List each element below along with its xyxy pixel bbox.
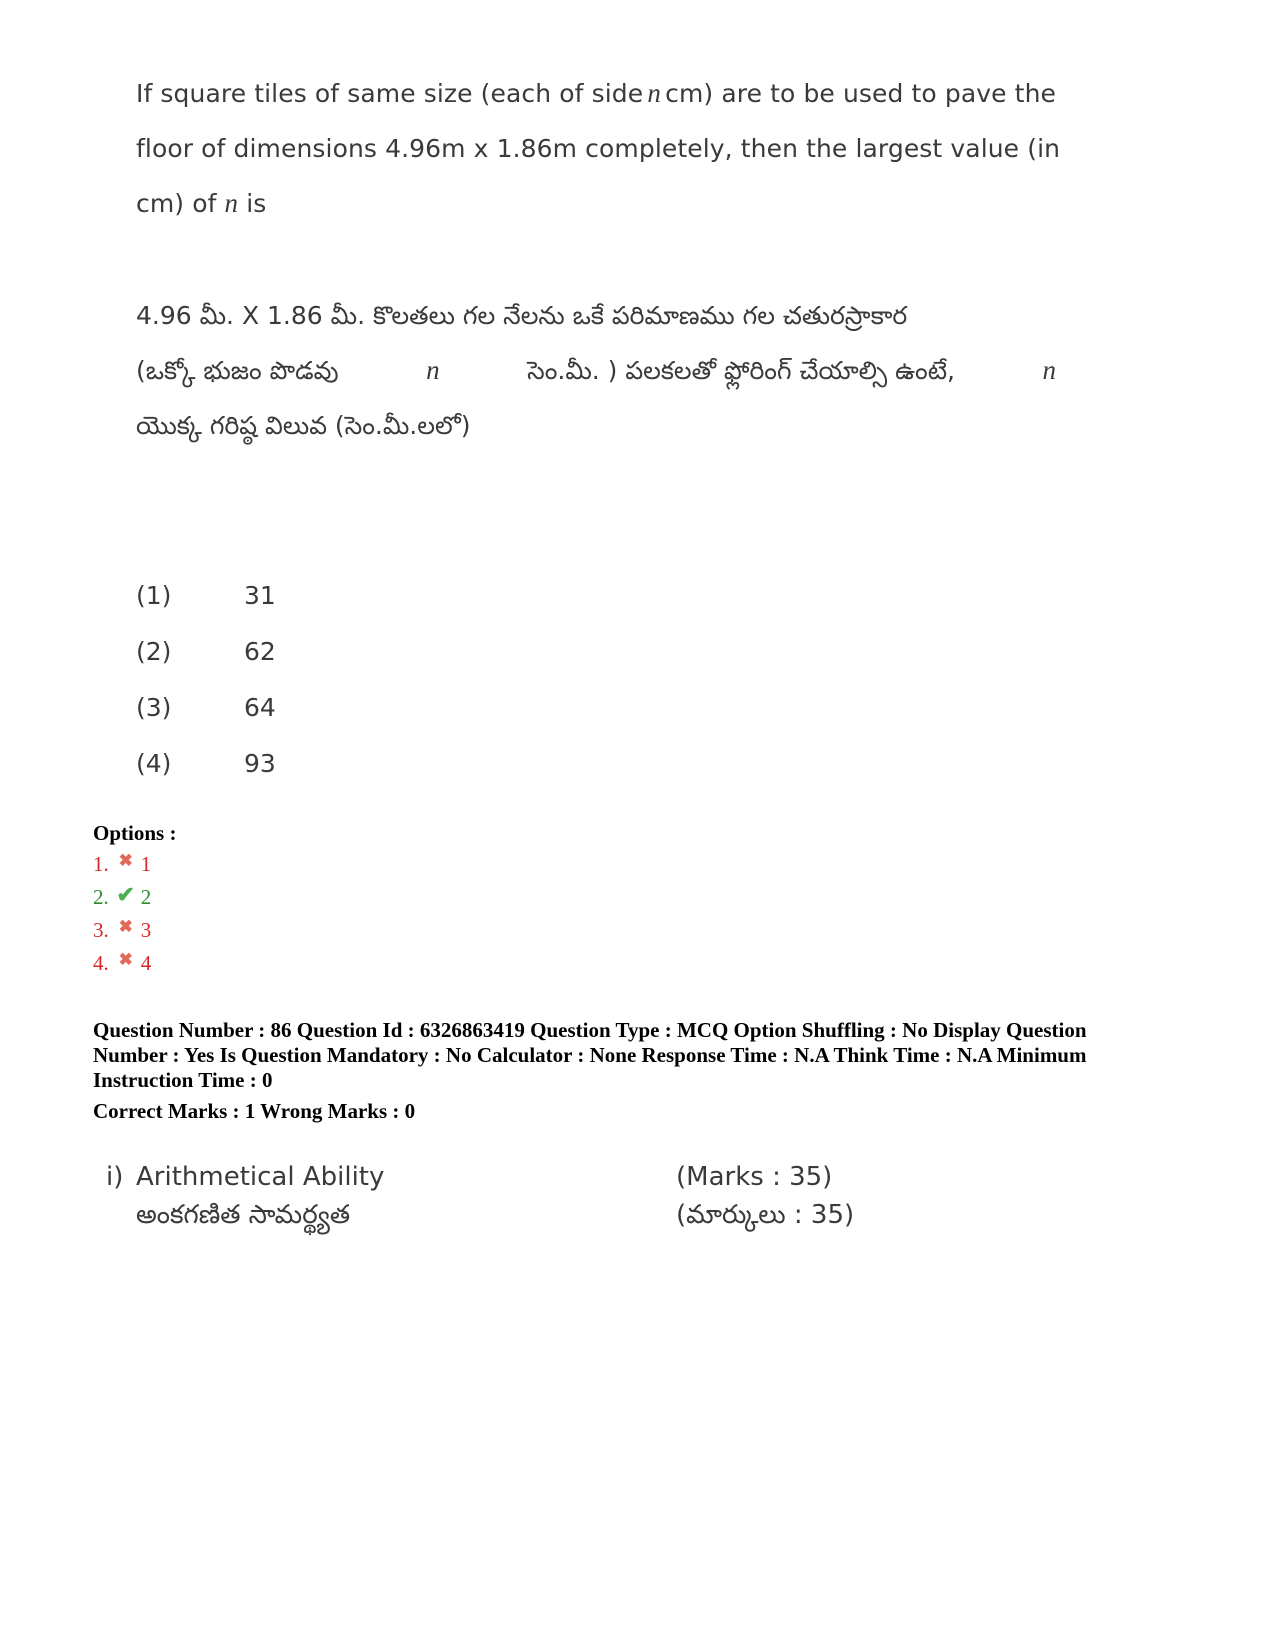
choice-number: (3) bbox=[136, 693, 172, 722]
section-roman: i) bbox=[106, 1162, 124, 1192]
choice-row bbox=[136, 624, 276, 680]
telugu-text: సెం.మీ. ) పలకలతో ఫ్లోరింగ్ చేయాల్సి ఉంటే, bbox=[527, 356, 955, 385]
telugu-line-1: 4.96 మీ. X 1.86 మీ. కొలతలు గల నేలను ఒకే పరిమాణము గల చతురస్రాకార bbox=[136, 301, 908, 330]
section-row-english bbox=[106, 1158, 906, 1196]
question-telugu bbox=[136, 288, 1056, 453]
section-heading bbox=[106, 1158, 906, 1234]
marks-line: Correct Marks : 1 Wrong Marks : 0 bbox=[93, 1099, 416, 1123]
variable-n: n bbox=[426, 355, 440, 385]
option-item bbox=[93, 947, 176, 980]
option-index: 2. bbox=[93, 885, 109, 909]
option-index: 4. bbox=[93, 951, 109, 975]
option-value: 1 bbox=[140, 852, 152, 876]
variable-n: n bbox=[224, 188, 239, 218]
choice-number: (4) bbox=[136, 749, 172, 778]
cross-icon: ✖ bbox=[118, 950, 133, 969]
section-marks-telugu: (మార్కులు : 35) bbox=[676, 1200, 855, 1230]
choice-row bbox=[136, 680, 276, 736]
choice-number: (2) bbox=[136, 637, 172, 666]
choice-value: 31 bbox=[244, 581, 276, 610]
option-index: 1. bbox=[93, 852, 109, 876]
question-text: is bbox=[246, 189, 267, 218]
telugu-line-2 bbox=[136, 343, 1056, 398]
question-metadata bbox=[93, 1018, 1193, 1124]
question-text: cm) of bbox=[136, 189, 217, 218]
section-title-telugu: అంకగణిత సామర్థ్యత bbox=[136, 1200, 351, 1230]
option-value: 2 bbox=[140, 885, 152, 909]
option-value: 4 bbox=[140, 951, 152, 975]
question-line-1 bbox=[136, 66, 1056, 121]
section-row-telugu bbox=[106, 1196, 906, 1234]
option-value: 3 bbox=[140, 918, 152, 942]
variable-n: n bbox=[1042, 355, 1056, 385]
choice-value: 64 bbox=[244, 693, 276, 722]
option-item bbox=[93, 848, 176, 881]
question-english bbox=[136, 66, 1061, 231]
question-text: cm) are to be used to pave the bbox=[665, 79, 1056, 108]
cross-icon: ✖ bbox=[118, 917, 133, 936]
choice-value: 93 bbox=[244, 749, 276, 778]
option-index: 3. bbox=[93, 918, 109, 942]
options-title: Options : bbox=[93, 821, 177, 845]
check-icon: ✔ bbox=[116, 882, 135, 907]
choice-value: 62 bbox=[244, 637, 276, 666]
telugu-line-3: యొక్క గరిష్ఠ విలువ (సెం.మీ.లలో) bbox=[136, 411, 471, 440]
cross-icon: ✖ bbox=[118, 851, 133, 870]
answer-choices bbox=[136, 568, 276, 792]
question-line-2: floor of dimensions 4.96m x 1.86m completely, then the largest value (in bbox=[136, 134, 1061, 163]
choice-row bbox=[136, 736, 276, 792]
question-line-3 bbox=[136, 176, 1056, 231]
variable-n: n bbox=[647, 78, 661, 108]
metadata-line-2: Number : Yes Is Question Mandatory : No Calculator : None Response Time : N.A Think Time : N.A Minimum bbox=[93, 1043, 1087, 1067]
metadata-line-3: Instruction Time : 0 bbox=[93, 1068, 273, 1092]
metadata-line-1: Question Number : 86 Question Id : 6326863419 Question Type : MCQ Option Shuffling : No Display Question bbox=[93, 1018, 1087, 1042]
telugu-text: (ఒక్కో భుజం పొడవు bbox=[136, 356, 339, 385]
choice-row bbox=[136, 568, 276, 624]
choice-number: (1) bbox=[136, 581, 172, 610]
section-marks-english: (Marks : 35) bbox=[676, 1162, 833, 1192]
question-text: If square tiles of same size (each of side bbox=[136, 79, 644, 108]
section-title-english: Arithmetical Ability bbox=[136, 1162, 385, 1192]
options-list bbox=[93, 818, 176, 980]
